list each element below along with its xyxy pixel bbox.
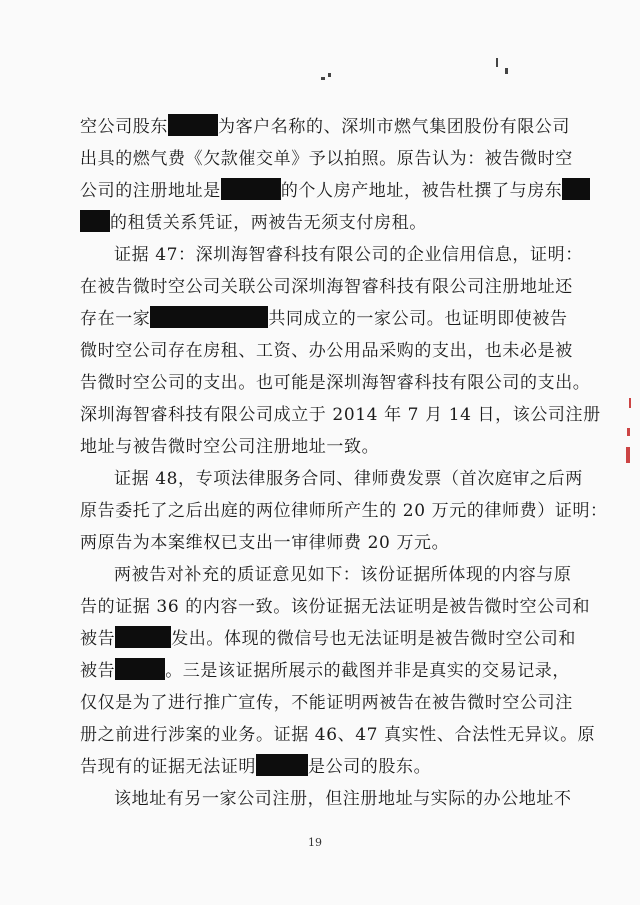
redaction-block <box>256 754 308 776</box>
text-line <box>80 176 590 206</box>
scan-speck <box>496 58 498 67</box>
redaction-block <box>221 178 281 200</box>
text-line <box>80 624 576 654</box>
text-span: 该地址有另一家公司注册，但注册地址与实际的办公地址不 <box>114 789 572 809</box>
text-span: 证据 48，专项法律服务合同、律师费发票（首次庭审之后两 <box>114 469 583 489</box>
text-span: 空公司股东 <box>80 117 168 137</box>
text-span: 被告 <box>80 629 116 649</box>
redaction-block <box>80 210 110 232</box>
text-line <box>80 304 568 334</box>
text-line <box>114 464 583 494</box>
text-span: 共同成立的一家公司。也证明即使被告 <box>268 309 568 329</box>
page-number: 19 <box>308 836 322 849</box>
text-span: 地址与被告微时空公司注册地址一致。 <box>80 437 380 457</box>
redaction-block <box>115 626 171 648</box>
binding-mark <box>629 398 631 408</box>
text-span: 发出。体现的微信号也无法证明是被告微时空公司和 <box>171 629 577 649</box>
redaction-block <box>168 114 218 136</box>
text-line <box>80 336 573 366</box>
text-span: 深圳海智睿科技有限公司成立于 2014 年 7 月 14 日，该公司注册 <box>80 405 601 425</box>
text-span: 两原告为本案维权已支出一审律师费 20 万元。 <box>80 533 450 553</box>
text-span: 为客户名称的、深圳市燃气集团股份有限公司 <box>218 117 570 137</box>
text-span: 两被告对补充的质证意见如下：该份证据所体现的内容与原 <box>114 565 572 585</box>
text-line <box>114 240 583 270</box>
scan-speck <box>321 77 325 80</box>
text-span: 存在一家 <box>80 309 151 329</box>
text-line <box>80 432 379 462</box>
text-span: 公司的注册地址是 <box>80 181 221 201</box>
redaction-block <box>562 178 590 200</box>
text-span: 告的证据 36 的内容一致。该份证据无法证明是被告微时空公司和 <box>80 597 591 617</box>
binding-mark <box>626 447 630 463</box>
text-span: 微时空公司存在房租、工资、办公用品采购的支出，也未必是被 <box>80 341 573 361</box>
redaction-block <box>115 658 165 680</box>
text-line <box>80 656 570 686</box>
text-span: 仅仅是为了进行推广宣传，不能证明两被告在被告微时空公司注 <box>80 693 573 713</box>
text-span: 的租赁关系凭证，两被告无须支付房租。 <box>110 213 427 233</box>
text-span: 。三是该证据所展示的截图并非是真实的交易记录， <box>165 661 571 681</box>
text-span: 告微时空公司的支出。也可能是深圳海智睿科技有限公司的支出。 <box>80 373 591 393</box>
text-span: 的个人房产地址，被告杜撰了与房东 <box>280 181 563 201</box>
text-span: 证据 47：深圳海智睿科技有限公司的企业信用信息，证明： <box>114 245 583 265</box>
scan-speck <box>505 68 508 74</box>
text-line <box>114 784 572 814</box>
text-line <box>80 144 573 174</box>
text-line <box>80 528 449 558</box>
text-span: 册之前进行涉案的业务。证据 46、47 真实性、合法性无异议。原 <box>80 725 596 745</box>
text-line <box>80 400 601 430</box>
text-line <box>80 688 573 718</box>
text-span: 原告委托了之后出庭的两位律师所产生的 20 万元的律师费）证明： <box>80 501 608 521</box>
binding-mark <box>627 428 630 436</box>
text-line <box>80 592 590 622</box>
text-line <box>80 752 431 782</box>
scan-speck <box>328 73 331 77</box>
redaction-block <box>150 306 268 328</box>
text-line <box>80 112 570 142</box>
text-span: 出具的燃气费《欠款催交单》予以拍照。原告认为：被告微时空 <box>80 149 573 169</box>
text-span: 是公司的股东。 <box>308 757 432 777</box>
text-span: 被告 <box>80 661 116 681</box>
text-line <box>80 720 595 750</box>
text-line <box>80 272 573 302</box>
text-line <box>80 368 590 398</box>
text-line <box>80 208 427 238</box>
text-span: 告现有的证据无法证明 <box>80 757 256 777</box>
text-span: 在被告微时空公司关联公司深圳海智睿科技有限公司注册地址还 <box>80 277 573 297</box>
text-line <box>114 560 572 590</box>
text-line <box>80 496 608 526</box>
